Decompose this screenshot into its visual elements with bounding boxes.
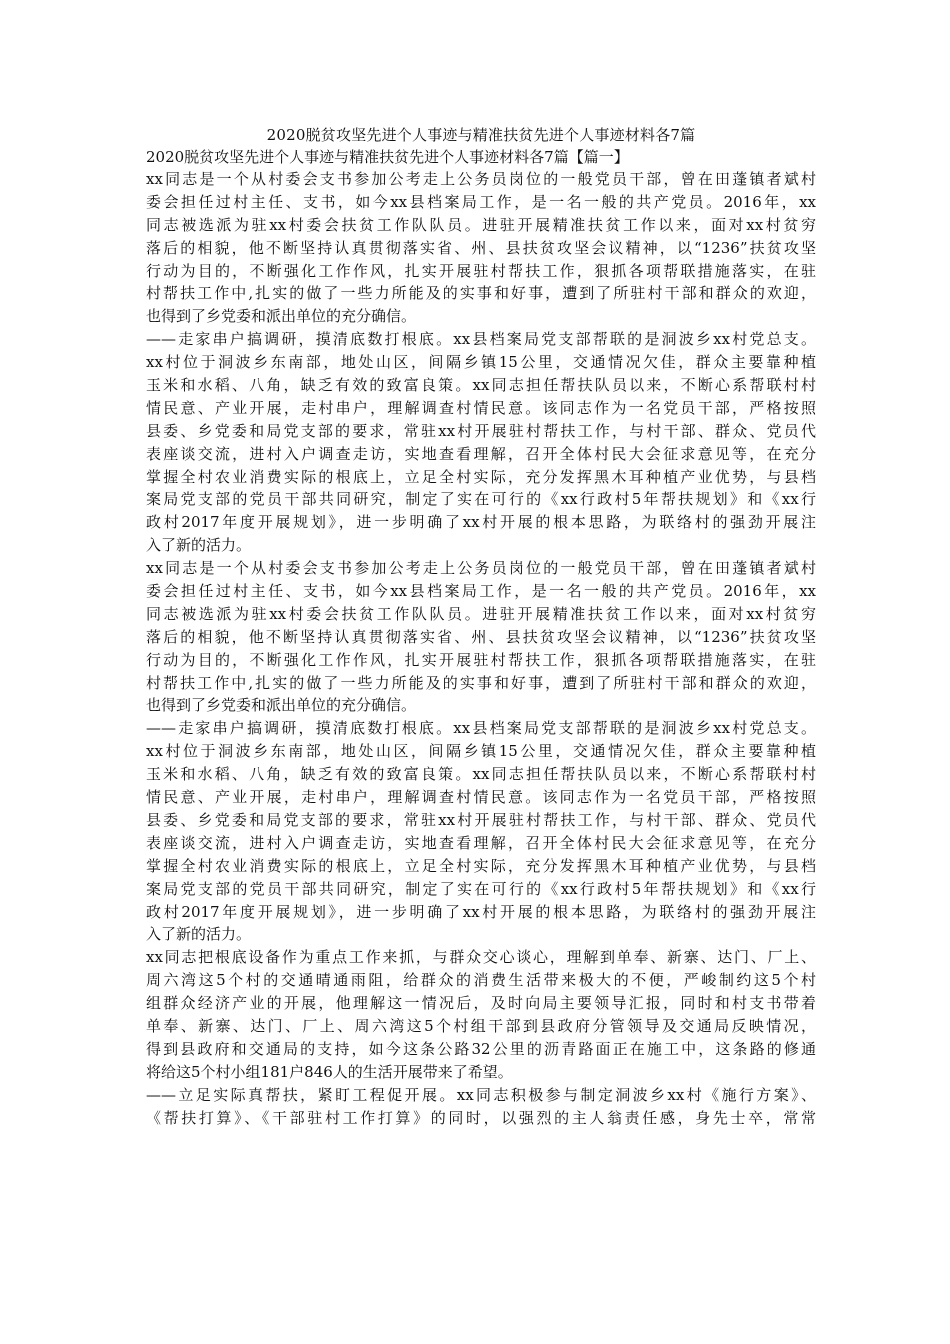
paragraph-line: 将给这5个村小组181户846人的生活开展带来了希望。 <box>146 1062 513 1081</box>
paragraph-line: 《帮扶打算》、《干部驻村工作打算》的同时，以强烈的主人翁责任感，身先士卒，常常 <box>146 1108 816 1127</box>
paragraph-line: 周六湾这5个村的交通晴通雨阻，给群众的消费生活带来极大的不便，严峻制约这5个村 <box>146 971 816 990</box>
paragraph-line: 玉米和水稻、八角，缺乏有效的致富良策。xx同志担任帮扶队员以来，不断心系帮联村村 <box>146 376 816 395</box>
paragraph <box>146 717 816 946</box>
paragraph-line: xx同志把根底设备作为重点工作来抓，与群众交心谈心，理解到单奉、新寨、达门、厂上、 <box>146 948 816 967</box>
paragraph-line: ——走家串户搞调研，摸清底数打根底。xx县档案局党支部帮联的是洞波乡xx村党总支。 <box>146 330 816 349</box>
paragraph-line: 委会担任过村主任、支书，如今xx县档案局工作，是一名一般的共产党员。2016年，xx <box>146 192 816 211</box>
paragraph-line: 也得到了乡党委和派出单位的充分确信。 <box>146 307 417 326</box>
paragraph-line: 入了新的活力。 <box>146 925 252 944</box>
document-page <box>146 124 816 1129</box>
paragraph-line: 同志被选派为驻xx村委会扶贫工作队队员。进驻开展精准扶贫工作以来，面对xx村贫穷 <box>146 215 816 234</box>
document-body <box>146 168 816 1129</box>
document-title: 2020脱贫攻坚先进个人事迹与精准扶贫先进个人事迹材料各7篇 <box>266 126 696 144</box>
paragraph-line: 行动为目的，不断强化工作作风，扎实开展驻村帮扶工作，狠抓各项帮联措施落实，在驻 <box>146 650 816 669</box>
paragraph <box>146 328 816 557</box>
paragraph-line: 村帮扶工作中,扎实的做了一些力所能及的实事和好事，遭到了所驻村干部和群众的欢迎， <box>146 673 816 692</box>
paragraph <box>146 168 816 328</box>
paragraph <box>146 1084 816 1130</box>
paragraph <box>146 557 816 717</box>
paragraph-line: 村帮扶工作中,扎实的做了一些力所能及的实事和好事，遭到了所驻村干部和群众的欢迎， <box>146 284 816 303</box>
paragraph-line: 也得到了乡党委和派出单位的充分确信。 <box>146 696 417 715</box>
paragraph-line: xx村位于洞波乡东南部，地处山区，间隔乡镇15公里，交通情况欠佳，群众主要靠种植 <box>146 742 816 761</box>
paragraph-line: 政村2017年度开展规划》，进一步明确了xx村开展的根本思路，为联络村的强劲开展注 <box>146 902 816 921</box>
paragraph-line: 表座谈交流，进村入户调查走访，实地查看理解，召开全体村民大会征求意见等，在充分 <box>146 833 816 852</box>
paragraph-line: ——走家串户搞调研，摸清底数打根底。xx县档案局党支部帮联的是洞波乡xx村党总支。 <box>146 719 816 738</box>
paragraph-line: xx同志是一个从村委会支书参加公考走上公务员岗位的一般党员干部，曾在田蓬镇者斌村 <box>146 170 816 188</box>
paragraph-line: xx村位于洞波乡东南部，地处山区，间隔乡镇15公里，交通情况欠佳，群众主要靠种植 <box>146 353 816 372</box>
paragraph-line: 同志被选派为驻xx村委会扶贫工作队队员。进驻开展精准扶贫工作以来，面对xx村贫穷 <box>146 604 816 623</box>
paragraph-line: 县委、乡党委和局党支部的要求，常驻xx村开展驻村帮扶工作，与村干部、群众、党员代 <box>146 810 816 829</box>
paragraph-line: 委会担任过村主任、支书，如今xx县档案局工作，是一名一般的共产党员。2016年，xx <box>146 582 816 601</box>
paragraph <box>146 946 816 1083</box>
document-subtitle: 2020脱贫攻坚先进个人事迹与精准扶贫先进个人事迹材料各7篇【篇一】 <box>146 148 629 166</box>
paragraph-line: 案局党支部的党员干部共同研究，制定了实在可行的《xx行政村5年帮扶规划》和《xx行 <box>146 879 816 898</box>
paragraph-line: 行动为目的，不断强化工作作风，扎实开展驻村帮扶工作，狠抓各项帮联措施落实，在驻 <box>146 261 816 280</box>
paragraph-line: 玉米和水稻、八角，缺乏有效的致富良策。xx同志担任帮扶队员以来，不断心系帮联村村 <box>146 765 816 784</box>
paragraph-line: 政村2017年度开展规划》，进一步明确了xx村开展的根本思路，为联络村的强劲开展注 <box>146 513 816 532</box>
paragraph-line: ——立足实际真帮扶，紧盯工程促开展。xx同志积极参与制定洞波乡xx村《施行方案》、 <box>146 1085 816 1104</box>
paragraph-line: 入了新的活力。 <box>146 536 252 555</box>
paragraph-line: xx同志是一个从村委会支书参加公考走上公务员岗位的一般党员干部，曾在田蓬镇者斌村 <box>146 559 816 578</box>
paragraph-line: 县委、乡党委和局党支部的要求，常驻xx村开展驻村帮扶工作，与村干部、群众、党员代 <box>146 421 816 440</box>
paragraph-line: 表座谈交流，进村入户调查走访，实地查看理解，召开全体村民大会征求意见等，在充分 <box>146 444 816 463</box>
paragraph-line: 组群众经济产业的开展，他理解这一情况后，及时向局主要领导汇报，同时和村支书带着 <box>146 994 816 1013</box>
paragraph-line: 掌握全村农业消费实际的根底上，立足全村实际，充分发挥黑木耳种植产业优势，与县档 <box>146 856 816 875</box>
paragraph-line: 单奉、新寨、达门、厂上、周六湾这5个村组干部到县政府分管领导及交通局反映情况， <box>146 1016 816 1035</box>
paragraph-line: 落后的相貌，他不断坚持认真贯彻落实省、州、县扶贫攻坚会议精神，以“1236”扶贫攻坚 <box>146 627 816 646</box>
paragraph-line: 情民意、产业开展，走村串户，理解调查村情民意。该同志作为一名党员干部，严格按照 <box>146 788 816 807</box>
paragraph-line: 掌握全村农业消费实际的根底上，立足全村实际，充分发挥黑木耳种植产业优势，与县档 <box>146 467 816 486</box>
paragraph-line: 得到县政府和交通局的支持，如今这条公路32公里的沥青路面正在施工中，这条路的修通 <box>146 1039 816 1058</box>
paragraph-line: 情民意、产业开展，走村串户，理解调查村情民意。该同志作为一名党员干部，严格按照 <box>146 398 816 417</box>
paragraph-line: 落后的相貌，他不断坚持认真贯彻落实省、州、县扶贫攻坚会议精神，以“1236”扶贫攻坚 <box>146 238 816 257</box>
paragraph-line: 案局党支部的党员干部共同研究，制定了实在可行的《xx行政村5年帮扶规划》和《xx行 <box>146 490 816 509</box>
